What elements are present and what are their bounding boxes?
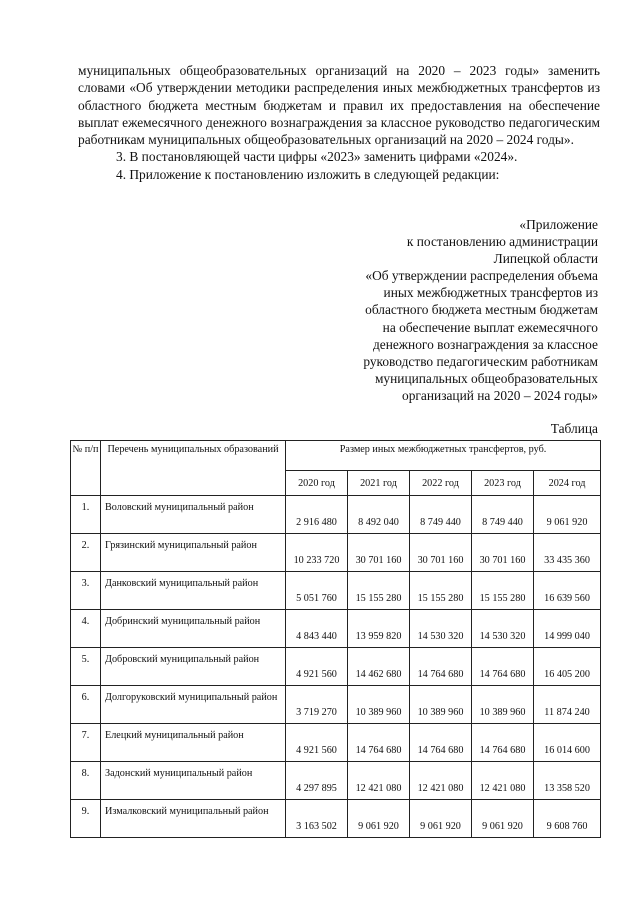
table-row <box>71 686 601 724</box>
transfer-amount: 13 358 520 <box>534 762 601 800</box>
appendix-line: «Приложение <box>519 217 598 232</box>
transfer-amount: 14 530 320 <box>410 610 472 648</box>
table-row <box>71 800 601 838</box>
transfer-amount: 4 921 560 <box>286 648 348 686</box>
transfer-amount: 14 764 680 <box>472 648 534 686</box>
transfer-amount: 14 462 680 <box>348 648 410 686</box>
transfer-amount: 14 764 680 <box>348 724 410 762</box>
row-number: 2. <box>71 534 101 572</box>
transfer-amount: 3 719 270 <box>286 686 348 724</box>
transfer-amount: 14 764 680 <box>472 724 534 762</box>
municipality-name: Грязинский муниципальный район <box>101 534 286 572</box>
transfer-amount: 12 421 080 <box>348 762 410 800</box>
municipality-name: Воловский муниципальный район <box>101 496 286 534</box>
municipality-name: Данковский муниципальный район <box>101 572 286 610</box>
table-caption: Таблица <box>550 421 598 436</box>
header-year: 2024 год <box>534 471 601 496</box>
transfer-amount: 4 843 440 <box>286 610 348 648</box>
transfer-amount: 8 749 440 <box>472 496 534 534</box>
transfer-amount: 15 155 280 <box>410 572 472 610</box>
transfer-amount: 14 764 680 <box>410 648 472 686</box>
appendix-line: «Об утверждении распределения объема <box>365 268 598 284</box>
transfer-amount: 9 061 920 <box>348 800 410 838</box>
municipality-name: Елецкий муниципальный район <box>101 724 286 762</box>
table-row <box>71 610 601 648</box>
transfer-amount: 14 530 320 <box>472 610 534 648</box>
appendix-line: муниципальных общеобразовательных <box>374 370 598 386</box>
grants-table <box>70 440 601 838</box>
transfer-amount: 33 435 360 <box>534 534 601 572</box>
transfer-amount: 15 155 280 <box>348 572 410 610</box>
table-row <box>71 762 601 800</box>
header-number: № п/п <box>71 441 101 496</box>
transfer-amount: 11 874 240 <box>534 686 601 724</box>
transfer-amount: 12 421 080 <box>410 762 472 800</box>
header-year: 2023 год <box>472 471 534 496</box>
appendix-line: организаций на 2020 – 2024 годы» <box>402 387 598 403</box>
transfer-amount: 5 051 760 <box>286 572 348 610</box>
appendix-line: областного бюджета местным бюджетам <box>365 302 598 318</box>
transfer-amount: 15 155 280 <box>472 572 534 610</box>
row-number: 6. <box>71 686 101 724</box>
row-number: 5. <box>71 648 101 686</box>
transfer-amount: 10 389 960 <box>348 686 410 724</box>
transfer-amount: 2 916 480 <box>286 496 348 534</box>
transfer-amount: 4 921 560 <box>286 724 348 762</box>
row-number: 8. <box>71 762 101 800</box>
header-municipality: Перечень муниципальных образований <box>101 441 286 496</box>
transfer-amount: 8 492 040 <box>348 496 410 534</box>
transfer-amount: 30 701 160 <box>472 534 534 572</box>
body-text <box>78 62 600 183</box>
transfer-amount: 4 297 895 <box>286 762 348 800</box>
transfer-amount: 16 639 560 <box>534 572 601 610</box>
paragraph-continuation: муниципальных общеобразовательных организаций на 2020 – 2023 годы» заменить словами «Об утверждении методики распределения иных межбюджетных трансфертов из областного бюджета местным бюджетам и правил их предоставления на обеспечение выплат ежемесячного денежного вознаграждения за классное руководство педагогическим работникам муниципальных общеобразовательных организаций на 2020 – 2024 годы». <box>78 63 600 148</box>
appendix-header <box>298 216 598 404</box>
municipality-name: Добровский муниципальный район <box>101 648 286 686</box>
transfer-amount: 13 959 820 <box>348 610 410 648</box>
header-year: 2020 год <box>286 471 348 496</box>
appendix-line: на обеспечение выплат ежемесячного <box>382 319 598 335</box>
transfer-amount: 12 421 080 <box>472 762 534 800</box>
municipality-name: Измалковский муниципальный район <box>101 800 286 838</box>
table-row <box>71 572 601 610</box>
appendix-line: денежного вознаграждения за классное <box>372 336 598 352</box>
transfer-amount: 30 701 160 <box>410 534 472 572</box>
transfer-amount: 16 014 600 <box>534 724 601 762</box>
header-year: 2022 год <box>410 471 472 496</box>
transfer-amount: 10 233 720 <box>286 534 348 572</box>
paragraph-item-4: 4. Приложение к постановлению изложить в следующей редакции: <box>116 166 500 182</box>
table-row <box>71 496 601 534</box>
appendix-line: руководство педагогическим работникам <box>363 353 598 369</box>
transfer-amount: 16 405 200 <box>534 648 601 686</box>
row-number: 3. <box>71 572 101 610</box>
transfer-amount: 10 389 960 <box>472 686 534 724</box>
row-number: 1. <box>71 496 101 534</box>
transfer-amount: 14 999 040 <box>534 610 601 648</box>
appendix-line: Липецкой области <box>493 251 598 267</box>
transfer-amount: 30 701 160 <box>348 534 410 572</box>
row-number: 7. <box>71 724 101 762</box>
transfer-amount: 9 608 760 <box>534 800 601 838</box>
municipality-name: Долгоруковский муниципальный район <box>101 686 286 724</box>
transfer-amount: 9 061 920 <box>472 800 534 838</box>
header-year: 2021 год <box>348 471 410 496</box>
row-number: 4. <box>71 610 101 648</box>
table-row <box>71 648 601 686</box>
table-row <box>71 534 601 572</box>
transfer-amount: 8 749 440 <box>410 496 472 534</box>
table-row <box>71 724 601 762</box>
transfer-amount: 10 389 960 <box>410 686 472 724</box>
transfer-amount: 3 163 502 <box>286 800 348 838</box>
municipality-name: Добринский муниципальный район <box>101 610 286 648</box>
transfer-amount: 14 764 680 <box>410 724 472 762</box>
paragraph-item-3: 3. В постановляющей части цифры «2023» заменить цифрами «2024». <box>116 149 518 165</box>
appendix-line: иных межбюджетных трансфертов из <box>383 285 598 301</box>
row-number: 9. <box>71 800 101 838</box>
appendix-line: к постановлению администрации <box>406 234 598 250</box>
header-transfer-amount: Размер иных межбюджетных трансфертов, руб. <box>286 441 601 471</box>
transfer-amount: 9 061 920 <box>534 496 601 534</box>
municipality-name: Задонский муниципальный район <box>101 762 286 800</box>
transfer-amount: 9 061 920 <box>410 800 472 838</box>
